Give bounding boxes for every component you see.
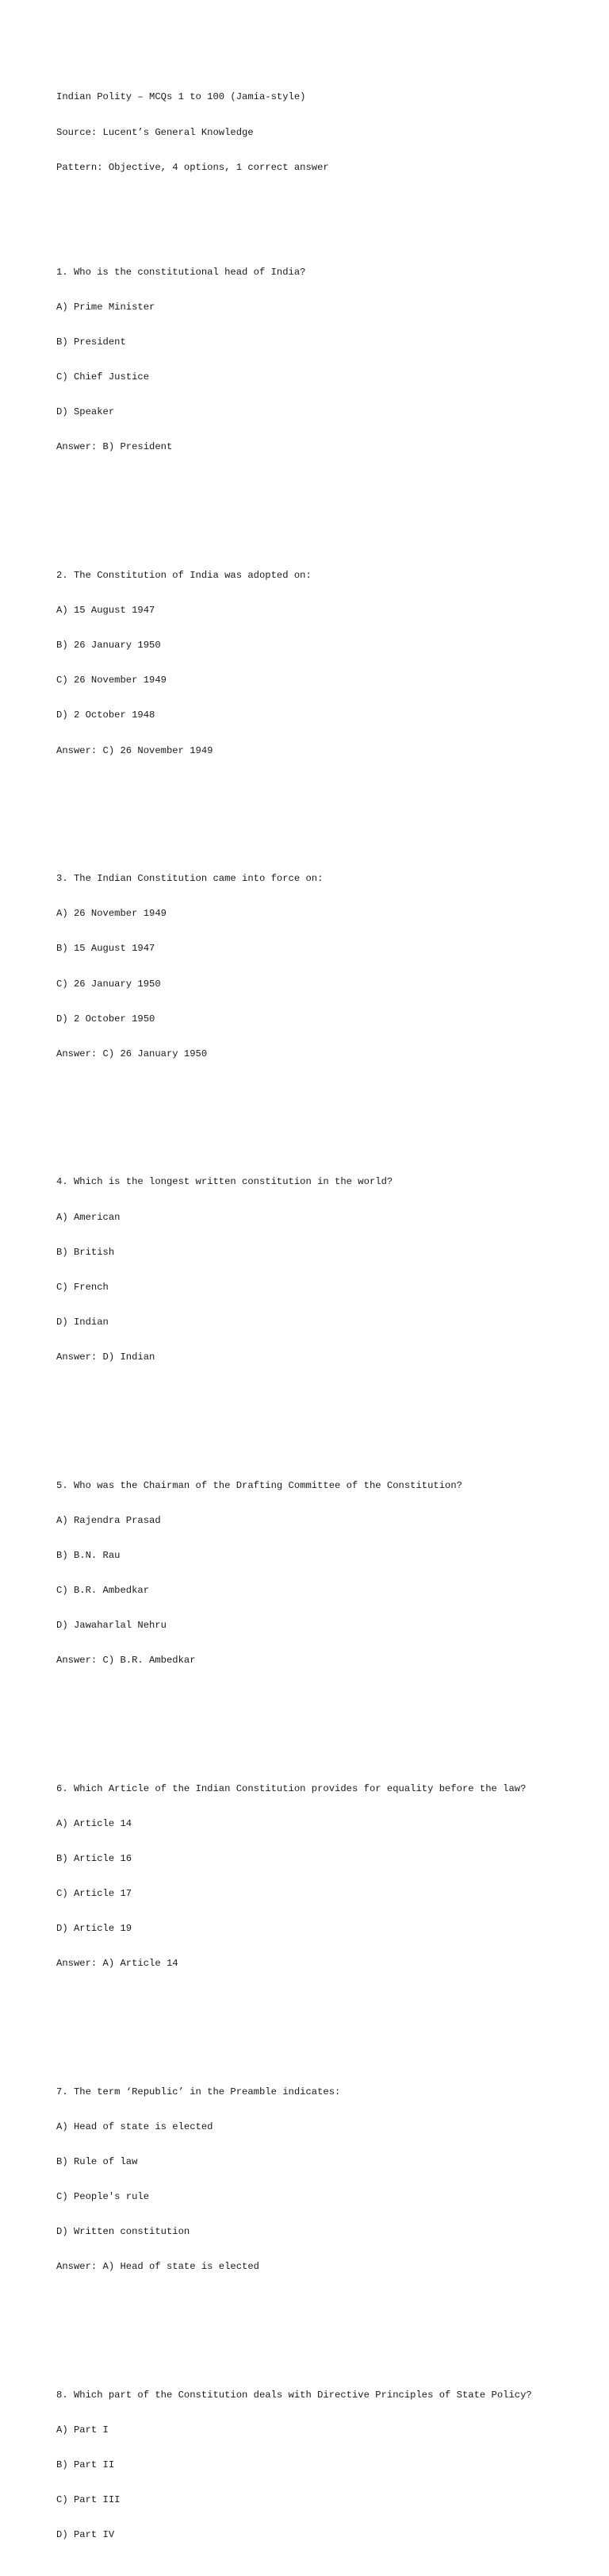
spacer xyxy=(56,500,596,512)
answer-text: Answer: C) 26 January 1950 xyxy=(56,1048,208,1059)
answer-text: Answer: C) 26 November 1949 xyxy=(56,744,213,756)
option-a: A) Rajendra Prasad xyxy=(56,1514,161,1526)
option-a: A) American xyxy=(56,1211,121,1223)
option-d: D) Jawaharlal Nehru xyxy=(56,1619,167,1631)
option-b: B) 26 January 1950 xyxy=(56,640,161,652)
spacer xyxy=(56,1106,596,1118)
question-block-4 xyxy=(56,1153,596,1386)
option-d: D) Written constitution xyxy=(56,2226,190,2238)
question-text: 8. Which part of the Constitution deals with Directive Principles of State Policy? xyxy=(56,2390,532,2401)
spacer xyxy=(56,1409,596,1421)
option-a: A) Head of state is elected xyxy=(56,2121,213,2133)
option-a: A) Part I xyxy=(56,2424,109,2436)
option-b: B) Article 16 xyxy=(56,1852,132,1864)
document-title: Indian Polity – MCQs 1 to 100 (Jamia-style) xyxy=(56,91,306,103)
spacer xyxy=(56,803,596,815)
question-block-6 xyxy=(56,1759,596,1993)
answer-text: Answer: D) Indian xyxy=(56,1351,155,1363)
option-c: C) B.R. Ambedkar xyxy=(56,1584,150,1596)
question-text: 7. The term ‘Republic’ in the Preamble indicates: xyxy=(56,2086,341,2097)
option-b: B) President xyxy=(56,336,126,348)
question-block-2 xyxy=(56,547,596,780)
document-source: Source: Lucent’s General Knowledge xyxy=(56,126,254,138)
option-c: C) 26 January 1950 xyxy=(56,978,161,990)
spacer xyxy=(56,1713,596,1725)
question-text: 1. Who is the constitutional head of India? xyxy=(56,266,306,278)
question-block-1 xyxy=(56,243,596,476)
question-text: 2. The Constitution of India was adopted on: xyxy=(56,570,312,582)
option-d: D) 2 October 1950 xyxy=(56,1013,155,1025)
option-a: A) Prime Minister xyxy=(56,301,155,313)
question-text: 6. Which Article of the Indian Constitution provides for equality before the law? xyxy=(56,1782,527,1794)
option-a: A) 26 November 1949 xyxy=(56,908,167,920)
option-b: B) Part II xyxy=(56,2459,115,2471)
option-c: C) Article 17 xyxy=(56,1888,132,1900)
question-block-7 xyxy=(56,2063,596,2297)
answer-text: Answer: A) Article 14 xyxy=(56,1958,178,1970)
question-block-5 xyxy=(56,1456,596,1690)
document-pattern: Pattern: Objective, 4 options, 1 correct answer xyxy=(56,161,329,173)
option-b: B) B.N. Rau xyxy=(56,1549,121,1561)
answer-text: Answer: C) B.R. Ambedkar xyxy=(56,1655,196,1667)
option-d: D) Article 19 xyxy=(56,1923,132,1935)
option-c: C) 26 November 1949 xyxy=(56,675,167,686)
answer-text: Answer: A) Head of state is elected xyxy=(56,2261,259,2273)
answer-text: Answer: B) President xyxy=(56,441,173,453)
spacer xyxy=(56,197,596,209)
option-b: B) 15 August 1947 xyxy=(56,943,155,955)
option-d: D) Indian xyxy=(56,1316,109,1328)
option-c: C) Chief Justice xyxy=(56,371,150,383)
option-c: C) Part III xyxy=(56,2494,121,2506)
option-c: C) People's rule xyxy=(56,2191,150,2203)
option-d: D) Part IV xyxy=(56,2529,115,2541)
option-a: A) 15 August 1947 xyxy=(56,605,155,617)
option-a: A) Article 14 xyxy=(56,1817,132,1829)
document-page xyxy=(56,68,596,2576)
spacer xyxy=(56,2320,596,2332)
option-b: B) British xyxy=(56,1246,115,1258)
question-block-8 xyxy=(56,2366,596,2565)
question-block-3 xyxy=(56,850,596,1083)
option-d: D) 2 October 1948 xyxy=(56,709,155,721)
question-text: 4. Which is the longest written constitution in the world? xyxy=(56,1176,393,1188)
option-b: B) Rule of law xyxy=(56,2156,138,2168)
option-d: D) Speaker xyxy=(56,406,115,418)
question-text: 5. Who was the Chairman of the Drafting Committee of the Constitution? xyxy=(56,1479,462,1491)
spacer xyxy=(56,2017,596,2028)
option-c: C) French xyxy=(56,1281,109,1293)
question-text: 3. The Indian Constitution came into force on: xyxy=(56,873,324,885)
